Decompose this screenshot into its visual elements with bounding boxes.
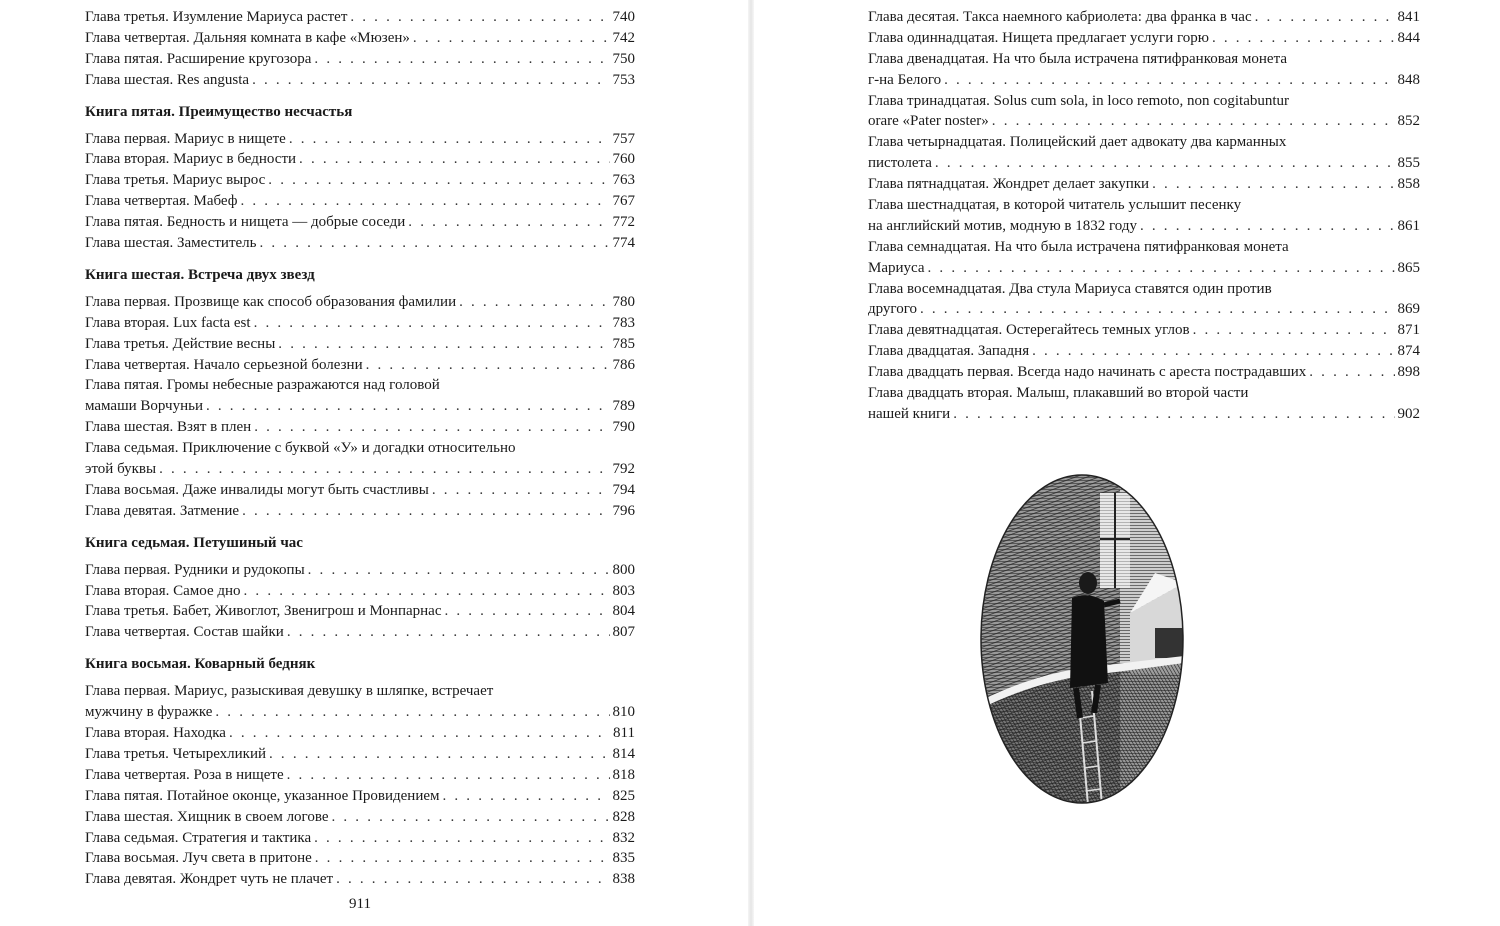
toc-entry (85, 723, 635, 744)
toc-entry-line1 (868, 195, 1420, 216)
toc-entry (85, 28, 635, 49)
entry-page: 828 (612, 808, 635, 825)
toc-entry-line1 (868, 279, 1420, 300)
entry-page: 792 (612, 461, 635, 478)
toc-right-column (868, 7, 1420, 425)
entry-title: Глава семнадцатая. На что была истрачена пятифранковая монета (868, 238, 1289, 255)
entry-page: 835 (612, 850, 635, 867)
entry-page: 865 (1397, 259, 1420, 276)
entry-title-cont: пистолета (868, 155, 932, 172)
entry-title: Глава первая. Прозвище как способ образования фамилии (85, 293, 457, 310)
entry-page: 832 (612, 829, 635, 846)
entry-page: 841 (1397, 9, 1420, 25)
entry-title: Глава четвертая. Мабеф (85, 193, 238, 210)
entry-page: 763 (612, 172, 635, 189)
entry-title: Глава вторая. Находка (85, 725, 226, 742)
toc-entry-line2 (85, 702, 635, 723)
toc-entry (85, 848, 635, 869)
toc-entry (85, 292, 635, 313)
entry-page: 804 (612, 603, 635, 620)
toc-entry (85, 233, 635, 254)
entry-page: 742 (612, 29, 635, 46)
entry-page: 790 (612, 419, 635, 436)
entry-title: Глава третья. Бабет, Живоглот, Звенигрош и Монпарнас (85, 603, 442, 620)
toc-entry (85, 807, 635, 828)
toc-entry (868, 341, 1420, 362)
entry-title-cont: orare «Pater noster» (868, 113, 989, 130)
toc-entry (868, 320, 1420, 341)
entry-title: Глава шестая. Хищник в своем логове (85, 808, 329, 825)
entry-page: 874 (1397, 343, 1420, 360)
entry-title: Глава пятая. Расширение кругозора (85, 50, 312, 67)
toc-entry (868, 362, 1420, 383)
toc-entry-line1 (868, 237, 1420, 258)
entry-title: Глава четвертая. Роза в нищете (85, 766, 284, 783)
entry-page: 750 (612, 50, 635, 67)
toc-entry (85, 765, 635, 786)
entry-page: 774 (612, 235, 635, 252)
entry-title: Глава восьмая. Даже инвалиды могут быть счастливы (85, 481, 429, 498)
entry-title: Глава первая. Рудники и рудокопы (85, 561, 305, 578)
entry-page: 810 (612, 704, 635, 721)
entry-title: Глава девятая. Затмение (85, 502, 240, 519)
entry-title: Глава двадцать вторая. Малыш, плакавший во второй части (868, 385, 1249, 402)
entry-title: Глава восьмая. Луч света в притоне (85, 850, 312, 867)
entry-title: Глава третья. Мариус вырос (85, 172, 266, 189)
entry-title: Глава девятнадцатая. Остерегайтесь темных углов (868, 322, 1190, 339)
entry-title: Глава вторая. Мариус в бедности (85, 151, 297, 168)
book-heading: Книга восьмая. Коварный бедняк (85, 656, 316, 673)
entry-page: 898 (1397, 364, 1420, 381)
toc-entry (85, 7, 635, 28)
toc-entry (85, 869, 635, 890)
entry-title: Глава шестая. Заместитель (85, 235, 257, 252)
entry-page: 825 (612, 787, 635, 804)
entry-title: Глава десятая. Такса наемного кабриолета: два франка в час (868, 9, 1252, 25)
entry-title-cont: Мариуса (868, 259, 925, 276)
entry-title-cont: на английский мотив, модную в 1832 году (868, 217, 1137, 234)
toc-entry-line2 (868, 70, 1420, 91)
toc-entry (85, 212, 635, 233)
toc-entry-line1 (868, 91, 1420, 112)
toc-entry-line1 (868, 49, 1420, 70)
entry-title: Глава пятая. Потайное оконце, указанное Провидением (85, 787, 440, 804)
entry-title: Глава шестая. Res angusta (85, 71, 250, 88)
entry-title: Глава седьмая. Стратегия и тактика (85, 829, 312, 846)
toc-entry-line1 (868, 132, 1420, 153)
entry-page: 767 (612, 193, 635, 210)
toc-entry (85, 601, 635, 622)
entry-page: 789 (612, 398, 635, 415)
entry-title: Глава пятнадцатая. Жондрет делает закупки (868, 176, 1150, 193)
entry-page: 800 (612, 561, 635, 578)
toc-entry-line1 (85, 681, 635, 702)
entry-page: 861 (1397, 217, 1420, 234)
toc-entry (868, 174, 1420, 195)
toc-entry (85, 191, 635, 212)
toc-entry (85, 129, 635, 150)
toc-left-column (85, 7, 635, 890)
entry-title: Глава пятая. Бедность и нищета — добрые соседи (85, 214, 406, 231)
toc-entry-line2 (868, 111, 1420, 132)
entry-page: 783 (612, 314, 635, 331)
entry-title-cont: нашей книги (868, 405, 951, 422)
toc-entry-line1 (868, 383, 1420, 404)
entry-page: 838 (612, 871, 635, 888)
entry-title: Глава двадцатая. Западня (868, 343, 1030, 360)
toc-entry (85, 70, 635, 91)
entry-page: 848 (1397, 71, 1420, 88)
toc-entry (868, 7, 1420, 28)
toc-entry (85, 334, 635, 355)
entry-title: Глава одиннадцатая. Нищета предлагает услуги горю (868, 29, 1209, 46)
toc-entry (85, 417, 635, 438)
toc-entry (85, 828, 635, 849)
entry-title: Глава шестнадцатая, в которой читатель услышит песенку (868, 197, 1242, 214)
right-page (753, 0, 1500, 926)
toc-entry (85, 480, 635, 501)
entry-title: Глава двадцать первая. Всегда надо начинать с ареста пострадавших (868, 364, 1307, 381)
entry-page: 753 (612, 71, 635, 88)
entry-page: 786 (612, 356, 635, 373)
entry-title: Глава четвертая. Состав шайки (85, 624, 284, 641)
entry-page: 772 (612, 214, 635, 231)
entry-title-cont: мужчину в фуражке (85, 704, 213, 721)
toc-entry-line2 (868, 258, 1420, 279)
entry-page: 757 (612, 130, 635, 147)
toc-entry (85, 581, 635, 602)
toc-entry (868, 28, 1420, 49)
entry-page: 811 (613, 725, 635, 742)
entry-title: Глава четвертая. Начало серьезной болезни (85, 356, 363, 373)
toc-entry (85, 501, 635, 522)
toc-entry (85, 744, 635, 765)
entry-page: 760 (612, 151, 635, 168)
toc-entry (85, 149, 635, 170)
entry-title: Глава тринадцатая. Solus cum sola, in loco remoto, non cogitabuntur (868, 92, 1290, 109)
toc-entry-line2 (868, 153, 1420, 174)
entry-title: Глава вторая. Самое дно (85, 582, 241, 599)
book-heading: Книга пятая. Преимущество несчастья (85, 103, 353, 120)
toc-entry (85, 622, 635, 643)
toc-entry (85, 355, 635, 376)
toc-entry-line2 (85, 396, 635, 417)
toc-entry-line1 (85, 438, 635, 459)
toc-entry-line2 (868, 299, 1420, 320)
entry-page: 785 (612, 335, 635, 352)
entry-page: 807 (612, 624, 635, 641)
toc-entry (85, 786, 635, 807)
book-heading: Книга седьмая. Петушиный час (85, 534, 303, 551)
page-number: 911 (349, 896, 371, 912)
entry-page: 869 (1397, 301, 1420, 318)
entry-page: 740 (612, 9, 635, 25)
entry-title: Глава вторая. Lux facta est (85, 314, 251, 331)
toc-entry (85, 49, 635, 70)
toc-entry (85, 313, 635, 334)
entry-title-cont: этой буквы (85, 461, 157, 478)
entry-title: Глава девятая. Жондрет чуть не плачет (85, 871, 334, 888)
entry-page: 844 (1397, 29, 1420, 46)
entry-page: 803 (612, 582, 635, 599)
entry-title-cont: другого (868, 301, 917, 318)
entry-title: Глава седьмая. Приключение с буквой «У» и догадки относительно (85, 440, 516, 457)
engraving-illustration (980, 473, 1184, 805)
book-heading: Книга шестая. Встреча двух звезд (85, 266, 315, 283)
toc-entry-line2 (85, 459, 635, 480)
entry-page: 852 (1397, 113, 1420, 130)
entry-title: Глава третья. Изумление Мариуса растет (85, 9, 348, 25)
entry-page: 780 (612, 293, 635, 310)
entry-title: Глава третья. Действие весны (85, 335, 276, 352)
entry-page: 814 (612, 745, 635, 762)
entry-page: 818 (612, 766, 635, 783)
entry-title: Глава четвертая. Дальняя комната в кафе «Мюзен» (85, 29, 410, 46)
entry-page: 902 (1397, 405, 1420, 422)
entry-title: Глава третья. Четырехликий (85, 745, 267, 762)
entry-title: Глава восемнадцатая. Два стула Мариуса ставятся один против (868, 280, 1272, 297)
entry-page: 796 (612, 502, 635, 519)
entry-page: 871 (1397, 322, 1420, 339)
entry-title-cont: г-на Белого (868, 71, 942, 88)
entry-title: Глава первая. Мариус, разыскивая девушку в шляпке, встречает (85, 683, 494, 700)
entry-page: 855 (1397, 155, 1420, 172)
toc-entry-line1 (85, 375, 635, 396)
toc-entry (85, 170, 635, 191)
entry-page: 794 (612, 481, 635, 498)
entry-title-cont: мамаши Ворчуньи (85, 398, 203, 415)
entry-title: Глава шестая. Взят в плен (85, 419, 252, 436)
entry-title: Глава двенадцатая. На что была истрачена пятифранковая монета (868, 50, 1287, 67)
toc-entry-line2 (868, 216, 1420, 237)
entry-title: Глава пятая. Громы небесные разражаются над головой (85, 377, 440, 394)
toc-entry (85, 560, 635, 581)
entry-title: Глава первая. Мариус в нищете (85, 130, 286, 147)
entry-page: 858 (1397, 176, 1420, 193)
toc-entry-line2 (868, 404, 1420, 425)
entry-title: Глава четырнадцатая. Полицейский дает адвокату два карманных (868, 134, 1287, 151)
